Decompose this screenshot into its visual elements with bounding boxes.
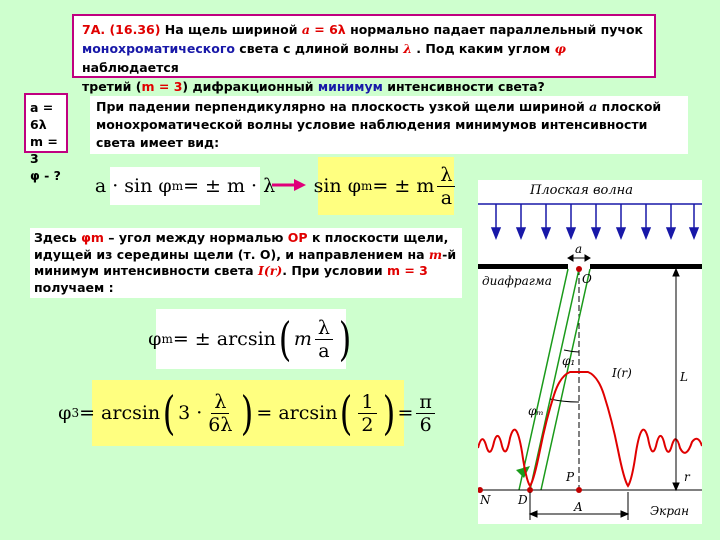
point-n-label: N (480, 493, 491, 507)
plane-wave-label: Плоская волна (530, 183, 633, 198)
angle-arc-phim (550, 399, 579, 402)
l-label: L (680, 370, 688, 384)
result-formula: φ 3 = arcsin ( 3 · $\frac{\lambda}{6\lambda}$ ) = arcsin ( $\frac{1}{2}$ ) = $\frac{\pi}{6}$ (92, 380, 404, 446)
point-p-label: P (566, 470, 575, 484)
marker-points (478, 266, 582, 493)
problem-number: 7А. (16.36) (82, 22, 161, 37)
phim-label: φₘ (528, 404, 544, 418)
r-axis-label: r (684, 470, 690, 484)
screen-label: Экран (650, 504, 690, 518)
explanation-text: Здесь φm – угол между нормалью ОР к плоскости щели, идущей из середины щели (т. О), и направлением на m-й минимум интенсивности света I(r). При условии m = 3 получаем : (30, 228, 462, 298)
given-box (24, 93, 68, 183)
point-o-label: O (582, 272, 592, 286)
intensity-curve (478, 372, 702, 486)
diffraction-diagram (478, 180, 702, 524)
mono-term: монохроматического (82, 41, 235, 56)
slit-label: a (575, 242, 583, 256)
intro-text: При падении перпендикулярно на плоскость узкой щели шириной a плоской монохроматической волны условие наблюдения минимумов интенсивности света имеет вид: (90, 96, 688, 154)
given-a: a = 6λ (30, 100, 54, 132)
plane-wave-arrows (478, 204, 702, 238)
intensity-label: I(r) (612, 366, 632, 380)
sine-formula: sin φ m = ± m $\frac{\lambda}{a}$ (318, 157, 454, 215)
given-m: m = 3 (30, 134, 58, 166)
diagram-svg (478, 180, 702, 524)
diaphragm-label: диафрагма (482, 274, 552, 288)
problem-statement: 7А. (16.36) На щель шириной a = 6λ нормально падает параллельный пучок монохроматического света с длиной волны λ . Под каким углом φ наблюдается третий (m = 3) дифракционный минимум интенсивности света? (72, 14, 656, 78)
minimum-condition-formula: a · sin φ m = ± m · λ (110, 167, 260, 205)
arcsin-formula: φ m = ± arcsin ( m $\frac{\lambda}{a}$ ) (156, 309, 346, 369)
minimum-term: минимум (317, 79, 383, 94)
arrow-right-icon (272, 178, 308, 192)
diaphragm (478, 264, 702, 269)
phi1-label: φ₁ (562, 354, 576, 368)
fraction: $\frac{\lambda}{a}$ (437, 164, 455, 209)
distance-l-marker (673, 269, 679, 490)
distance-a-label: A (574, 500, 583, 514)
given-phi: φ - ? (30, 168, 61, 183)
point-d-label: D (518, 493, 528, 507)
